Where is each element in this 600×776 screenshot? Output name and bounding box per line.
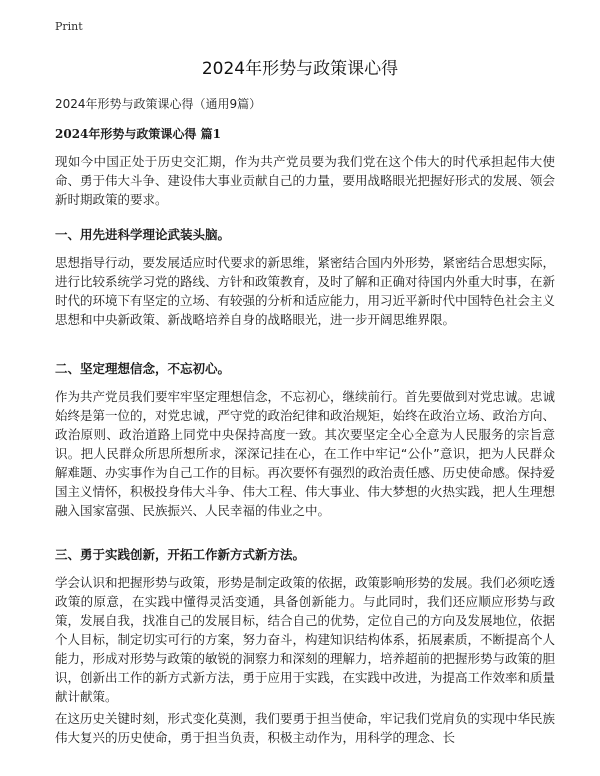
section-body-3: 学会认识和把握形势与政策，形势是制定政策的依据，政策影响形势的发展。我们必须吃透政策的原意，在实践中懂得灵活变通，具备创新能力。与此同时，我们还应顺应形势与政策，发展自我，找准自己的发展目标，结合自己的优势，定位自己的方向及发展地位，依据个人目标，制定切实可行的方案，努力奋斗，构建知识结构体系，拓展素质，不断提高个人能力，形成对形势与政策的敏锐的洞察力和深刻的理解力，培养超前的把握形势与政策的胆识，创新出工作的新方式新方法，勇于应用于实践，在实践中改进，为提高工作效率和质量献计献策。 — [55, 575, 556, 704]
part-heading: 2024年形势与政策课心得 篇1 — [55, 127, 221, 141]
page-title: 2024年形势与政策课心得 — [201, 59, 399, 79]
section-body-2: 作为共产党员我们要牢牢坚定理想信念，不忘初心，继续前行。首先要做到对党忠诚。忠诚始终是第一位的，对党忠诚，严守党的政治纪律和政治规矩，始终在政治立场、政治方向、政治原则、政治道路上同党中央保持高度一致。其次要坚定全心全意为人民服务的宗旨意识。把人民群众所思所想所求，深深记挂在心，在工作中牢记“公仆”意识，把为人民群众解难题、办实事作为自己工作的目标。再次要怀有强烈的政治责任感、历史使命感。保持爱国主义情怀，积极投身伟大斗争、伟大工程、伟大事业、伟大梦想的火热实践，把人生理想融入国家富强、民族振兴、人民幸福的伟业之中。 — [55, 389, 556, 518]
section-body-1: 思想指导行动，要发展适应时代要求的新思维，紧密结合国内外形势，紧密结合思想实际，进行比较系统学习党的路线、方针和政策教育，及时了解和正确对待国内外重大时事，在新时代的环境下有坚定的立场、有较强的分析和适应能力，用习近平新时代中国特色社会主义思想和中央新政策、新战略培养自身的战略眼光，进一步开阔思维界限。 — [55, 255, 556, 327]
closing-paragraph: 在这历史关键时刻，形式变化莫测，我们要勇于担当使命，牢记我们党肩负的实现中华民族伟大复兴的历史使命，勇于担当负责，积极主动作为，用科学的理念、长 — [55, 711, 556, 745]
section-heading-3: 三、勇于实践创新，开拓工作新方式新方法。 — [55, 547, 306, 562]
document-subtitle: 2024年形势与政策课心得（通用9篇） — [55, 97, 262, 111]
intro-paragraph: 现如今中国正处于历史交汇期，作为共产党员要为我们党在这个伟大的时代承担起伟大使命、勇于伟大斗争、建设伟大事业贡献自己的力量，要用战略眼光把握好形式的发展、领会新时期政策的要求。 — [55, 154, 556, 207]
section-heading-2: 二、坚定理想信念，不忘初心。 — [55, 361, 231, 376]
print-link[interactable]: Print — [55, 20, 83, 33]
section-heading-1: 一、用先进科学理论武装头脑。 — [55, 227, 231, 242]
